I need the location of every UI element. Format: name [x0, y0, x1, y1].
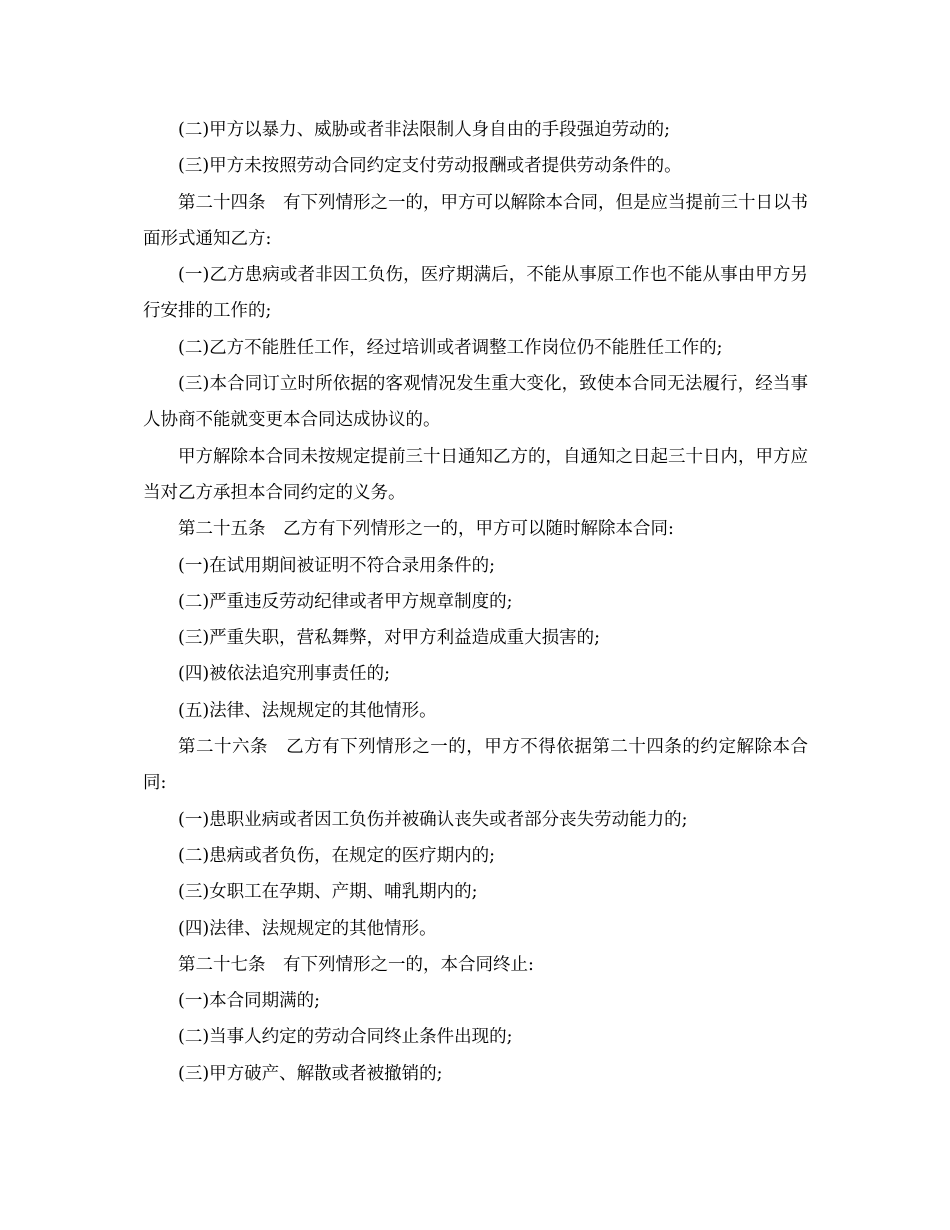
- paragraph: (一)本合同期满的;: [178, 991, 321, 1012]
- paragraph: (一)乙方患病或者非因工负伤，医疗期满后，不能从事原工作也不能从事由甲方另行安排的工作的;: [143, 265, 808, 322]
- paragraph: 甲方解除本合同未按规定提前三十日通知乙方的，自通知之日起三十日内，甲方应当对乙方承担本合同约定的义务。: [143, 446, 808, 503]
- paragraph: (四)被依法追究刑事责任的;: [178, 664, 391, 685]
- paragraph: (二)甲方以暴力、威胁或者非法限制人身自由的手段强迫劳动的;: [178, 120, 671, 140]
- paragraph: (三)甲方破产、解散或者被撤销的;: [178, 1063, 443, 1084]
- article-27-heading: 第二十七条 有下列情形之一的，本合同终止:: [178, 954, 534, 975]
- paragraph: (二)患病或者负伤，在规定的医疗期内的;: [178, 845, 496, 866]
- article-25-heading: 第二十五条 乙方有下列情形之一的，甲方可以随时解除本合同:: [178, 519, 674, 540]
- paragraph: (一)患职业病或者因工负伤并被确认丧失或者部分丧失劳动能力的;: [178, 809, 688, 830]
- paragraph: (三)甲方未按照劳动合同约定支付劳动报酬或者提供劳动条件的。: [178, 156, 682, 177]
- document-body: [143, 112, 808, 1092]
- paragraph: (五)法律、法规规定的其他情形。: [178, 700, 437, 721]
- paragraph: (二)乙方不能胜任工作，经过培训或者调整工作岗位仍不能胜任工作的;: [178, 337, 723, 358]
- paragraph: (四)法律、法规规定的其他情形。: [178, 918, 437, 939]
- article-26-heading: 第二十六条 乙方有下列情形之一的，甲方不得依据第二十四条的约定解除本合同:: [143, 737, 808, 794]
- paragraph: (三)严重失职，营私舞弊，对甲方利益造成重大损害的;: [178, 628, 601, 649]
- paragraph: (三)女职工在孕期、产期、哺乳期内的;: [178, 882, 478, 903]
- paragraph: (一)在试用期间被证明不符合录用条件的;: [178, 555, 496, 576]
- paragraph: (二)严重违反劳动纪律或者甲方规章制度的;: [178, 591, 513, 612]
- article-24-heading: 第二十四条 有下列情形之一的，甲方可以解除本合同，但是应当提前三十日以书面形式通知乙方:: [143, 192, 808, 249]
- paragraph: (二)当事人约定的劳动合同终止条件出现的;: [178, 1027, 513, 1048]
- paragraph: (三)本合同订立时所依据的客观情况发生重大变化，致使本合同无法履行，经当事人协商不能就变更本合同达成协议的。: [143, 374, 808, 431]
